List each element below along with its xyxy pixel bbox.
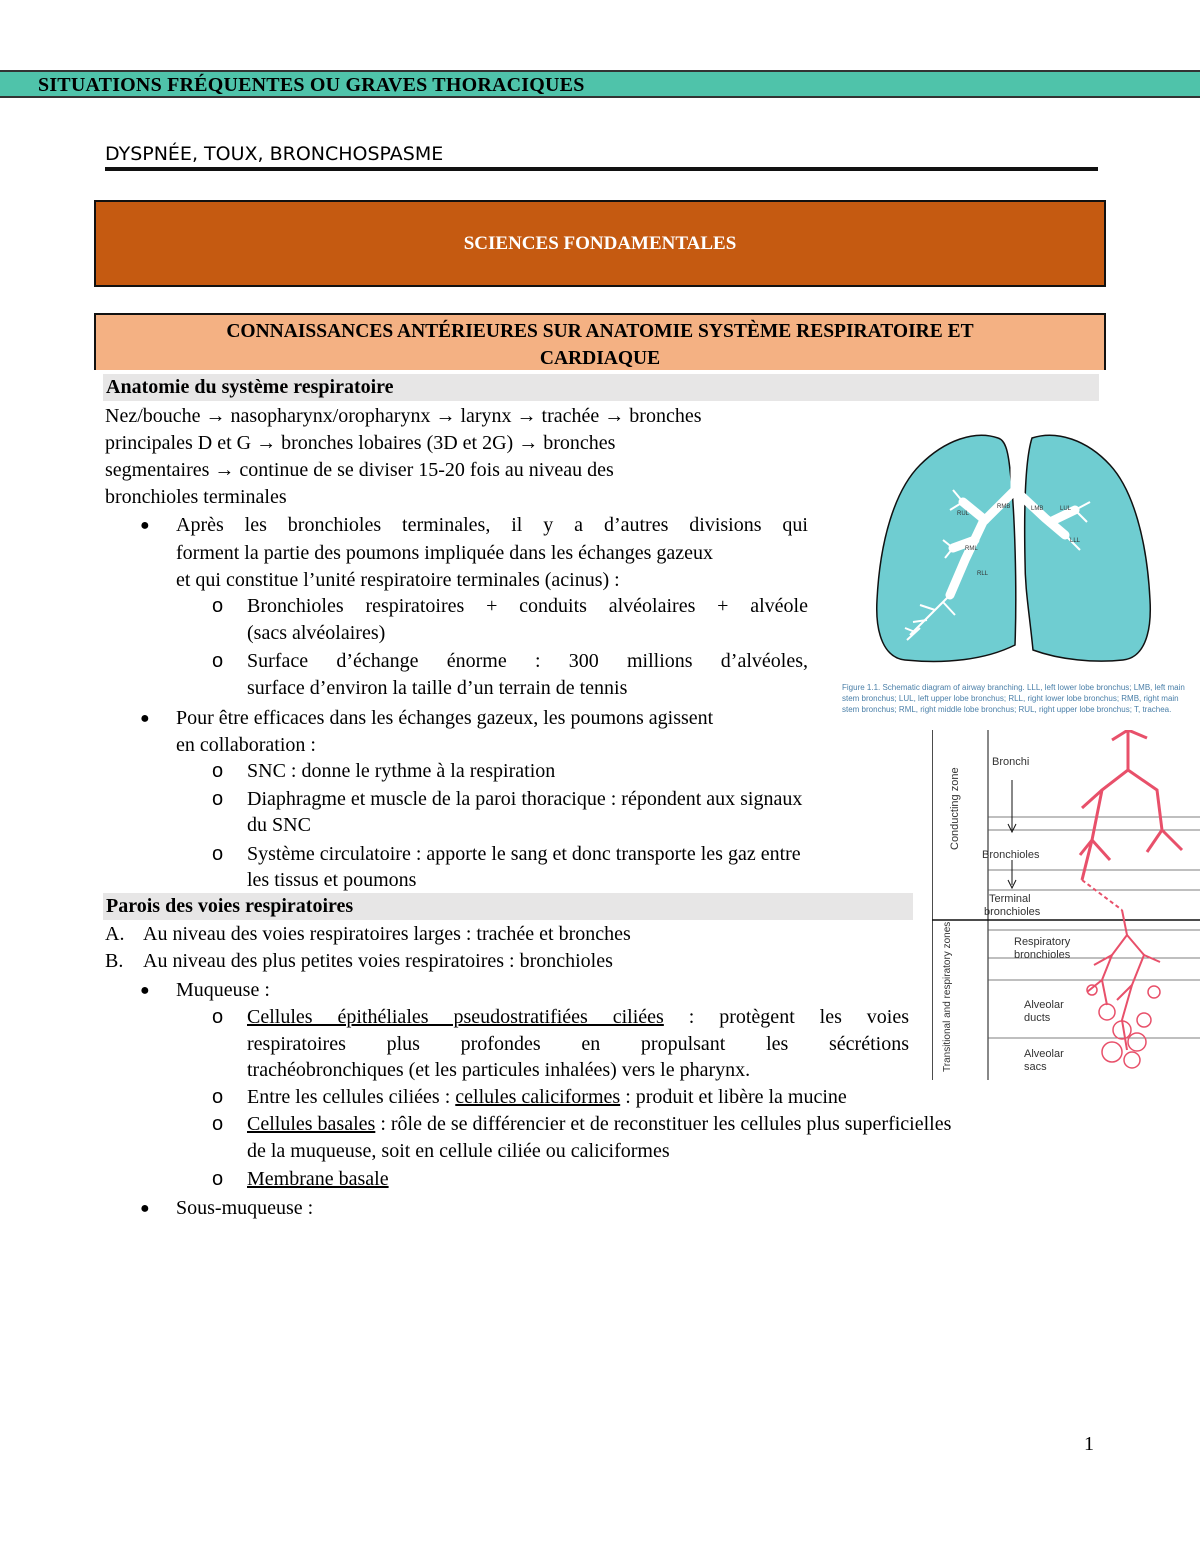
- section-box-line1: CONNAISSANCES ANTÉRIEURES SUR ANATOMIE SYSTÈME RESPIRATOIRE ET: [226, 321, 974, 342]
- banner-sciences: [94, 200, 1106, 287]
- bullet-dot: ●: [140, 710, 150, 727]
- bullet1-line1: Après les bronchioles terminales, il y a d’autres divisions qui: [176, 514, 808, 536]
- label-alv-sacs-2: sacs: [1024, 1061, 1047, 1073]
- sub-bullet-circle: o: [212, 760, 224, 782]
- bullet-dot: ●: [140, 982, 150, 999]
- right-lung-shape: [877, 435, 1016, 661]
- sub-bullet-circle: o: [212, 1086, 224, 1108]
- label-terminal-1: Terminal: [989, 893, 1031, 905]
- sub-bullet-circle: o: [212, 1113, 224, 1135]
- section-box: [94, 313, 1106, 370]
- lung-airway-figure: [865, 410, 1165, 672]
- item-b: Au niveau des plus petites voies respiratoires : bronchioles: [143, 950, 613, 972]
- label-bronchioles: Bronchioles: [982, 849, 1040, 861]
- sub2a: SNC : donne le rythme à la respiration: [247, 760, 556, 782]
- figure1-caption: Figure 1.1. Schematic diagram of airway branching. LLL, left lower lobe bronchus; LMB, left main stem bronchus; LUL, left upper lobe bronchus; RLL, right lower lobe bronchus; RMB, right main stem bronchus; RML, right middle lobe bronchus; RUL, right upper lobe bronchus; T, trachea.: [842, 683, 1185, 714]
- cells1-rest: : protègent les voies: [663, 1006, 909, 1028]
- label-respiratory-1: Respiratory: [1014, 936, 1071, 948]
- sub2c-line2: les tissus et poumons: [247, 869, 417, 891]
- label-terminal-2: bronchioles: [984, 906, 1041, 918]
- bullet1-line3: et qui constitue l’unité respiratoire terminales (acinus) :: [176, 569, 620, 591]
- label-lll: LLL: [1070, 538, 1081, 544]
- label-rml: RML: [965, 546, 978, 552]
- label-rll: RLL: [977, 571, 989, 577]
- marker-a: A.: [105, 923, 125, 945]
- bullet-dot: ●: [140, 517, 150, 534]
- airway-zones-figure: [932, 730, 1200, 1080]
- sub1b-line2: surface d’environ la taille d’un terrain de tennis: [247, 677, 628, 699]
- label-rmb: RMB: [997, 504, 1011, 510]
- label-t: T: [1011, 442, 1015, 448]
- label-alv-sacs-1: Alveolar: [1024, 1048, 1064, 1060]
- heading-anatomie: Anatomie du système respiratoire: [103, 374, 1099, 401]
- label-alv-ducts-1: Alveolar: [1024, 999, 1064, 1011]
- cells2-pre: Entre les cellules ciliées :: [247, 1086, 456, 1108]
- header-band: [0, 70, 1200, 98]
- intro-line-3: segmentaires → continue de se diviser 15-20 fois au niveau des: [105, 459, 614, 481]
- left-lung-shape: [1025, 435, 1151, 661]
- label-conducting-zone: Conducting zone: [949, 767, 961, 850]
- cells2-line: [247, 1084, 847, 1111]
- sub1b-line1: Surface d’échange énorme : 300 millions d’alvéoles,: [247, 650, 808, 672]
- sub1a-line1: Bronchioles respiratoires + conduits alvéolaires + alvéole: [247, 595, 808, 617]
- cells3-post: : rôle de se différencier et de reconstituer les cellules plus superficielles: [375, 1113, 952, 1135]
- label-rul: RUL: [957, 511, 970, 517]
- page-number: 1: [1084, 1433, 1094, 1455]
- label-transitional-zone: Transitional and respiratory zones: [942, 921, 953, 1072]
- cells3-line1: [247, 1111, 951, 1138]
- intro-line-2: principales D et G → bronches lobaires (3D et 2G) → bronches: [105, 432, 616, 454]
- sub-bullet-circle: o: [212, 788, 224, 810]
- banner-label: SCIENCES FONDAMENTALES: [463, 232, 737, 254]
- heading-parois: Parois des voies respiratoires: [103, 893, 913, 920]
- sub-bullet-circle: o: [212, 650, 224, 672]
- muqueuse-label: Muqueuse :: [176, 979, 270, 1001]
- bullet2-line1: Pour être efficaces dans les échanges gazeux, les poumons agissent: [176, 707, 714, 729]
- cells1-term: Cellules épithéliales pseudostratifiées ciliées: [247, 1006, 664, 1028]
- sub2b-line1: Diaphragme et muscle de la paroi thoracique : répondent aux signaux: [247, 788, 803, 810]
- cells1-line2: respiratoires plus profondes en propulsant les sécrétions: [247, 1033, 909, 1055]
- marker-b: B.: [105, 950, 124, 972]
- bullet-dot: ●: [140, 1200, 150, 1217]
- cells2-post: : produit et libère la mucine: [620, 1086, 847, 1108]
- cells4-term: Membrane basale: [247, 1168, 389, 1190]
- intro-line-4: bronchioles terminales: [105, 486, 287, 508]
- sub2c-line1: Système circulatoire : apporte le sang et donc transporte les gaz entre: [247, 843, 801, 865]
- label-bronchi: Bronchi: [992, 756, 1030, 768]
- subject-title: DYSPNÉE, TOUX, BRONCHOSPASME: [105, 143, 1098, 171]
- bullet2-line2: en collaboration :: [176, 734, 316, 756]
- cells4-line: [247, 1166, 389, 1193]
- cells3-line2: de la muqueuse, soit en cellule ciliée ou caliciformes: [247, 1140, 670, 1162]
- sous-muqueuse-label: Sous-muqueuse :: [176, 1197, 314, 1219]
- sub-bullet-circle: o: [212, 595, 224, 617]
- sub-bullet-circle: o: [212, 1168, 224, 1190]
- cells3-term: Cellules basales: [247, 1113, 376, 1135]
- sub2b-line2: du SNC: [247, 814, 311, 836]
- item-a: Au niveau des voies respiratoires larges : trachée et bronches: [143, 923, 631, 945]
- bullet1-line2: forment la partie des poumons impliquée dans les échanges gazeux: [176, 542, 714, 564]
- sub-bullet-circle: o: [212, 843, 224, 865]
- section-box-line2: CARDIAQUE: [539, 348, 661, 369]
- sub-bullet-circle: o: [212, 1006, 224, 1028]
- cells1-line1: [247, 1004, 909, 1031]
- sub1a-line2: (sacs alvéolaires): [247, 622, 386, 644]
- label-lmb: LMB: [1031, 506, 1044, 512]
- label-alv-ducts-2: ducts: [1024, 1012, 1051, 1024]
- document-title: SITUATIONS FRÉQUENTES OU GRAVES THORACIQUES: [38, 74, 585, 96]
- intro-line-1: Nez/bouche → nasopharynx/oropharynx → larynx → trachée → bronches: [105, 405, 702, 427]
- cells2-term: cellules caliciformes: [455, 1086, 621, 1108]
- cells1-line3: trachéobronchiques (et les particules inhalées) vers le pharynx.: [247, 1059, 751, 1081]
- label-lul: LUL: [1060, 506, 1072, 512]
- label-respiratory-2: bronchioles: [1014, 949, 1071, 961]
